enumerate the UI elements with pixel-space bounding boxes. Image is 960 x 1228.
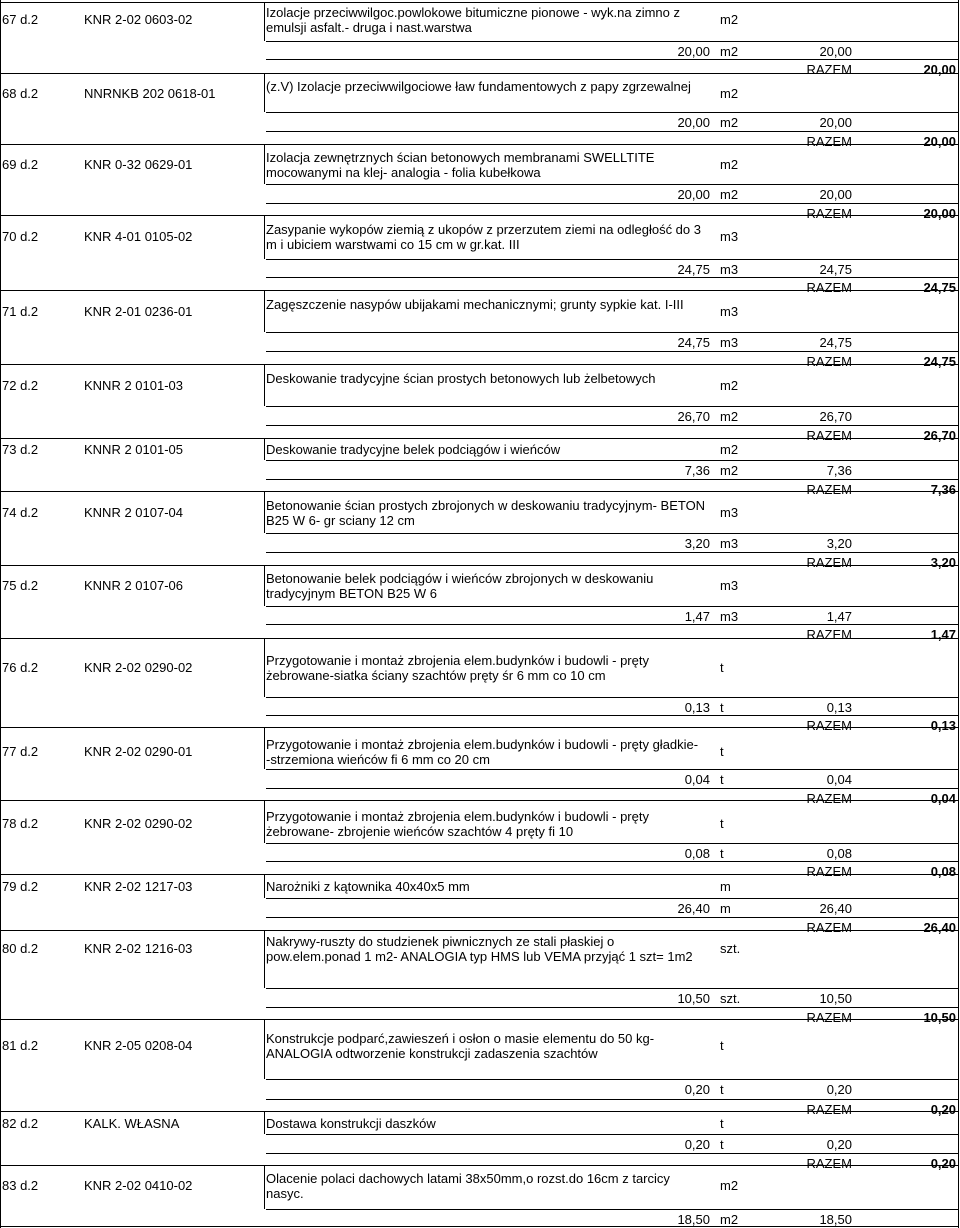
razem-label: RAZEM <box>806 791 852 806</box>
razem-separator <box>266 131 958 132</box>
code-column-border <box>264 438 265 460</box>
item-number: 74 d.2 <box>2 505 39 520</box>
row-separator <box>0 491 958 492</box>
razem-label: RAZEM <box>806 555 852 570</box>
razem-value: 26,40 <box>923 920 956 935</box>
quantity-separator <box>266 898 958 899</box>
item-description: Przygotowanie i montaż zbrojenia elem.budynków i budowli - pręty żebrowane-siatka ściany szachtów pręty śr 6 mm co 10 cm <box>266 653 649 683</box>
razem-label: RAZEM <box>806 280 852 295</box>
quantity-unit: t <box>720 772 724 787</box>
razem-value: 26,70 <box>923 428 956 443</box>
row-separator <box>0 1165 958 1166</box>
row-separator <box>0 438 958 439</box>
item-unit: m2 <box>720 12 739 27</box>
quantity-value: 26,70 <box>677 409 710 424</box>
razem-value: 0,08 <box>930 864 956 879</box>
razem-label: RAZEM <box>806 1102 852 1117</box>
item-number: 68 d.2 <box>2 86 39 101</box>
code-column-border <box>264 1165 265 1209</box>
row-separator <box>0 290 958 291</box>
item-description: (z.V) Izolacje przeciwwilgociowe ław fundamentowych z papy zgrzewalnej <box>266 79 691 94</box>
quantity-unit: m2 <box>720 115 739 130</box>
item-unit: m3 <box>720 229 739 244</box>
quantity-unit: t <box>720 1137 724 1152</box>
row-separator <box>0 364 958 365</box>
item-number: 71 d.2 <box>2 304 39 319</box>
code-column-border <box>264 565 265 606</box>
quantity-value: 20,00 <box>677 44 710 59</box>
quantity-separator <box>266 606 958 607</box>
item-number: 82 d.2 <box>2 1116 39 1131</box>
code-column-border <box>264 638 265 697</box>
item-description: Przygotowanie i montaż zbrojenia elem.budynków i budowli - pręty żebrowane- zbrojenie wieńców szachtów 4 pręty fi 10 <box>266 809 649 839</box>
row-separator <box>0 1019 958 1020</box>
code-column-border <box>264 930 265 988</box>
item-description: Przygotowanie i montaż zbrojenia elem.budynków i budowli - pręty gładkie- -strzemiona wieńców fi 6 mm co 20 cm <box>266 737 699 767</box>
item-unit: m3 <box>720 578 739 593</box>
quantity-separator <box>266 769 958 770</box>
item-description: Izolacja zewnętrznych ścian betonowych membranami SWELLTITE mocowanymi na klej- analogia - folia kubełkowa <box>266 150 655 180</box>
razem-label: RAZEM <box>806 354 852 369</box>
razem-separator <box>266 715 958 716</box>
row-separator <box>0 1111 958 1112</box>
razem-label: RAZEM <box>806 482 852 497</box>
item-unit: szt. <box>720 941 741 956</box>
razem-value: 0,04 <box>930 791 956 806</box>
item-number: 80 d.2 <box>2 941 39 956</box>
row-separator <box>0 930 958 931</box>
item-description: Deskowanie tradycyjne belek podciągów i wieńców <box>266 442 561 457</box>
code-column-border <box>264 800 265 843</box>
item-catalog-code: KNR 4-01 0105-02 <box>84 229 193 244</box>
item-unit: m3 <box>720 304 739 319</box>
razem-label: RAZEM <box>806 134 852 149</box>
quantity-separator <box>266 1209 958 1210</box>
quantity-unit: m3 <box>720 262 739 277</box>
item-catalog-code: KNR 2-01 0236-01 <box>84 304 193 319</box>
quantity-unit: m2 <box>720 187 739 202</box>
item-number: 78 d.2 <box>2 816 39 831</box>
item-catalog-code: KNNR 2 0107-06 <box>84 578 183 593</box>
razem-label: RAZEM <box>806 627 852 642</box>
quantity-total: 18,50 <box>819 1212 852 1227</box>
quantity-value: 20,00 <box>677 115 710 130</box>
item-number: 81 d.2 <box>2 1038 39 1053</box>
razem-value: 3,20 <box>930 555 956 570</box>
row-separator <box>0 565 958 566</box>
quantity-unit: m2 <box>720 409 739 424</box>
quantity-value: 26,40 <box>677 901 710 916</box>
item-number: 73 d.2 <box>2 442 39 457</box>
razem-separator <box>266 917 958 918</box>
quantity-separator <box>266 332 958 333</box>
item-unit: t <box>720 816 724 831</box>
quantity-total: 26,40 <box>819 901 852 916</box>
code-column-border <box>264 73 265 112</box>
item-catalog-code: KNR 2-02 0290-02 <box>84 660 193 675</box>
code-column-border <box>264 290 265 332</box>
row-separator <box>0 215 958 216</box>
quantity-total: 24,75 <box>819 262 852 277</box>
quantity-total: 20,00 <box>819 115 852 130</box>
quantity-total: 3,20 <box>826 536 852 551</box>
razem-separator <box>266 788 958 789</box>
razem-separator <box>266 59 958 60</box>
item-number: 83 d.2 <box>2 1178 39 1193</box>
item-unit: t <box>720 1038 724 1053</box>
item-description: Narożniki z kątownika 40x40x5 mm <box>266 879 470 894</box>
item-unit: m <box>720 879 731 894</box>
quantity-unit: t <box>720 846 724 861</box>
razem-separator <box>266 1153 958 1154</box>
quantity-total: 10,50 <box>819 991 852 1006</box>
quantity-total: 20,00 <box>819 187 852 202</box>
razem-value: 7,36 <box>930 482 956 497</box>
razem-separator <box>266 203 958 204</box>
code-column-border <box>264 874 265 898</box>
quantity-value: 1,47 <box>684 609 710 624</box>
razem-label: RAZEM <box>806 1156 852 1171</box>
quantity-value: 0,08 <box>684 846 710 861</box>
quantity-total: 0,04 <box>826 772 852 787</box>
quantity-separator <box>266 184 958 185</box>
quantity-unit: m2 <box>720 463 739 478</box>
code-column-border <box>264 491 265 533</box>
quantity-value: 24,75 <box>677 335 710 350</box>
razem-label: RAZEM <box>806 864 852 879</box>
razem-value: 0,20 <box>930 1102 956 1117</box>
razem-separator <box>266 624 958 625</box>
item-unit: m3 <box>720 505 739 520</box>
item-description: Deskowanie tradycyjne ścian prostych betonowych lub żelbetowych <box>266 371 656 386</box>
item-number: 69 d.2 <box>2 157 39 172</box>
item-catalog-code: KNR 2-02 1216-03 <box>84 941 193 956</box>
item-number: 72 d.2 <box>2 378 39 393</box>
razem-label: RAZEM <box>806 206 852 221</box>
razem-value: 20,00 <box>923 206 956 221</box>
item-catalog-code: KNR 2-02 1217-03 <box>84 879 193 894</box>
item-catalog-code: KNR 2-05 0208-04 <box>84 1038 193 1053</box>
item-catalog-code: KNR 2-02 0410-02 <box>84 1178 193 1193</box>
item-catalog-code: KNNR 2 0101-05 <box>84 442 183 457</box>
row-separator <box>0 1226 958 1227</box>
item-description: Zasypanie wykopów ziemią z ukopów z przerzutem ziemi na odległość do 3 m i ubiciem warstwami co 15 cm w gr.kat. III <box>266 222 701 252</box>
item-unit: m2 <box>720 442 739 457</box>
quantity-value: 0,13 <box>684 700 710 715</box>
quantity-separator <box>266 460 958 461</box>
item-catalog-code: KNR 2-02 0290-02 <box>84 816 193 831</box>
item-unit: t <box>720 660 724 675</box>
item-description: Dostawa konstrukcji daszków <box>266 1116 436 1131</box>
razem-separator <box>266 277 958 278</box>
quantity-total: 20,00 <box>819 44 852 59</box>
row-separator <box>0 874 958 875</box>
code-column-border <box>264 2 265 41</box>
item-number: 76 d.2 <box>2 660 39 675</box>
razem-value: 20,00 <box>923 134 956 149</box>
code-column-border <box>264 215 265 259</box>
item-catalog-code: KNR 2-02 0290-01 <box>84 744 193 759</box>
quantity-separator <box>266 843 958 844</box>
razem-separator <box>266 1007 958 1008</box>
razem-separator <box>266 425 958 426</box>
quantity-unit: t <box>720 700 724 715</box>
code-column-border <box>264 364 265 406</box>
item-description: Zagęszczenie nasypów ubijakami mechanicznymi; grunty sypkie kat. I-III <box>266 297 684 312</box>
quantity-unit: szt. <box>720 991 741 1006</box>
left-border <box>0 0 1 1228</box>
item-number: 70 d.2 <box>2 229 39 244</box>
item-unit: t <box>720 1116 724 1131</box>
row-separator <box>0 73 958 74</box>
quantity-total: 1,47 <box>826 609 852 624</box>
quantity-value: 10,50 <box>677 991 710 1006</box>
razem-value: 10,50 <box>923 1010 956 1025</box>
quantity-unit: t <box>720 1082 724 1097</box>
item-unit: m2 <box>720 157 739 172</box>
item-description: Izolacje przeciwwilgoc.powlokowe bitumiczne pionowe - wyk.na zimno z emulsji asfalt.- druga i nast.warstwa <box>266 5 681 35</box>
quantity-separator <box>266 533 958 534</box>
quantity-value: 0,20 <box>684 1082 710 1097</box>
quantity-total: 24,75 <box>819 335 852 350</box>
quantity-total: 0,20 <box>826 1082 852 1097</box>
code-column-border <box>264 727 265 769</box>
row-separator <box>0 727 958 728</box>
quantity-unit: m <box>720 901 731 916</box>
quantity-unit: m3 <box>720 536 739 551</box>
item-unit: m2 <box>720 378 739 393</box>
item-catalog-code: KNR 0-32 0629-01 <box>84 157 193 172</box>
razem-label: RAZEM <box>806 1010 852 1025</box>
razem-value: 0,20 <box>930 1156 956 1171</box>
item-description: Nakrywy-ruszty do studzienek piwnicznych ze stali płaskiej o pow.elem.ponad 1 m2- ANALOGIA typ HMS lub VEMA przyjąć 1 szt= 1m2 <box>266 934 693 964</box>
quantity-value: 20,00 <box>677 187 710 202</box>
row-separator <box>0 2 958 3</box>
razem-value: 24,75 <box>923 280 956 295</box>
razem-label: RAZEM <box>806 62 852 77</box>
quantity-unit: m3 <box>720 609 739 624</box>
quantity-total: 26,70 <box>819 409 852 424</box>
item-catalog-code: KNNR 2 0101-03 <box>84 378 183 393</box>
item-description: Olacenie polaci dachowych latami 38x50mm,o rozst.do 16cm z tarcicy nasyc. <box>266 1171 670 1201</box>
razem-value: 0,13 <box>930 718 956 733</box>
quantity-value: 0,04 <box>684 772 710 787</box>
quantity-unit: m3 <box>720 335 739 350</box>
item-catalog-code: KALK. WŁASNA <box>84 1116 180 1131</box>
razem-separator <box>266 1099 958 1100</box>
item-unit: m2 <box>720 86 739 101</box>
item-unit: m2 <box>720 1178 739 1193</box>
item-description: Betonowanie ścian prostych zbrojonych w deskowaniu tradycyjnym- BETON B25 W 6- gr sciany 12 cm <box>266 498 706 528</box>
quantity-value: 24,75 <box>677 262 710 277</box>
quantity-separator <box>266 41 958 42</box>
code-column-border <box>264 144 265 184</box>
row-separator <box>0 144 958 145</box>
quantity-separator <box>266 1134 958 1135</box>
razem-separator <box>266 861 958 862</box>
item-number: 67 d.2 <box>2 12 39 27</box>
quantity-value: 7,36 <box>684 463 710 478</box>
quantity-separator <box>266 1079 958 1080</box>
code-column-border <box>264 1111 265 1134</box>
quantity-unit: m2 <box>720 44 739 59</box>
right-border <box>958 0 959 1228</box>
quantity-separator <box>266 406 958 407</box>
item-catalog-code: KNR 2-02 0603-02 <box>84 12 193 27</box>
item-description: Betonowanie belek podciągów i wieńców zbrojonych w deskowaniu tradycyjnym BETON B25 W 6 <box>266 571 654 601</box>
razem-value: 20,00 <box>923 62 956 77</box>
razem-separator <box>266 351 958 352</box>
quantity-total: 0,13 <box>826 700 852 715</box>
code-column-border <box>264 1019 265 1079</box>
item-number: 79 d.2 <box>2 879 39 894</box>
item-number: 77 d.2 <box>2 744 39 759</box>
item-catalog-code: NNRNKB 202 0618-01 <box>84 86 216 101</box>
item-unit: t <box>720 744 724 759</box>
quantity-separator <box>266 112 958 113</box>
quantity-separator <box>266 988 958 989</box>
row-separator <box>0 638 958 639</box>
item-description: Konstrukcje podparć,zawieszeń i osłon o masie elementu do 50 kg-ANALOGIA odtworzenie konstrukcji zadaszenia szachtów <box>266 1031 655 1061</box>
quantity-separator <box>266 259 958 260</box>
razem-separator <box>266 552 958 553</box>
quantity-total: 7,36 <box>826 463 852 478</box>
quantity-value: 18,50 <box>677 1212 710 1227</box>
quantity-value: 3,20 <box>684 536 710 551</box>
quantity-separator <box>266 697 958 698</box>
quantity-unit: m2 <box>720 1212 739 1227</box>
item-number: 75 d.2 <box>2 578 39 593</box>
razem-separator <box>266 479 958 480</box>
razem-value: 24,75 <box>923 354 956 369</box>
row-separator <box>0 800 958 801</box>
razem-value: 1,47 <box>930 627 956 642</box>
razem-label: RAZEM <box>806 718 852 733</box>
quantity-total: 0,08 <box>826 846 852 861</box>
item-catalog-code: KNNR 2 0107-04 <box>84 505 183 520</box>
quantity-value: 0,20 <box>684 1137 710 1152</box>
razem-label: RAZEM <box>806 920 852 935</box>
quantity-total: 0,20 <box>826 1137 852 1152</box>
razem-label: RAZEM <box>806 428 852 443</box>
